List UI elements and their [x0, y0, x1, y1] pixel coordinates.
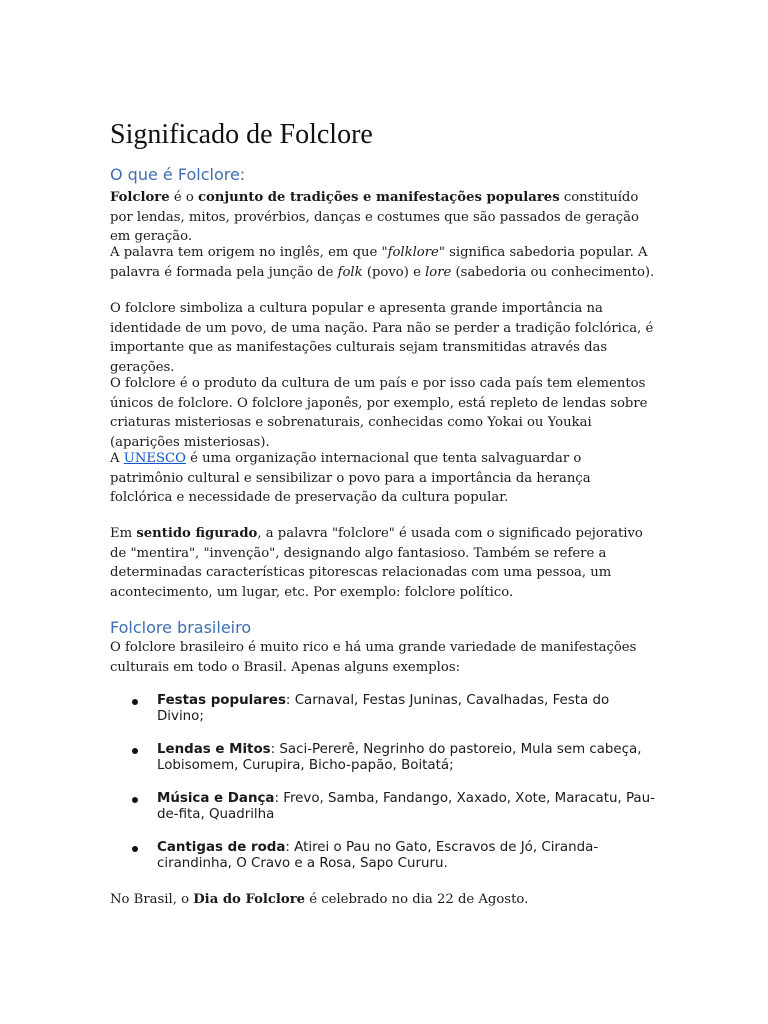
term-folclore: Folclore — [110, 190, 170, 205]
list-item-term: Lendas e Mitos — [157, 742, 271, 757]
paragraph-folklore-day — [110, 890, 655, 910]
term-dia-do-folclore: Dia do Folclore — [193, 892, 306, 907]
list-item-desc: : Carnaval, Festas Juninas, Cavalhadas, Festa do Divino; — [157, 693, 610, 724]
section-heading-what-is: O que é Folclore: — [110, 165, 246, 184]
text: , a palavra "folclore" é usada com o significado pejorativo de "mentira", "invenção", designando algo fantasioso. Também se refere a determinadas características pitorescas relacionadas com uma pessoa, um acontecimento, um lugar, etc. Por exemplo: folclore político. — [110, 526, 643, 600]
list-item-term: Cantigas de roda — [157, 840, 286, 855]
unesco-link[interactable]: UNESCO — [123, 451, 186, 466]
paragraph-unesco — [110, 449, 655, 508]
text: (povo) e — [362, 264, 426, 280]
list-item-desc: : Frevo, Samba, Fandango, Xaxado, Xote, Maracatu, Pau-de-fita, Quadrilha — [157, 791, 655, 822]
list-item-desc: : Atirei o Pau no Gato, Escravos de Jó, Ciranda-cirandinha, O Cravo e a Rosa, Sapo Cururu. — [157, 840, 599, 871]
term-folk: folk — [337, 264, 363, 280]
text: é o — [169, 190, 198, 205]
list-item — [110, 791, 655, 823]
text: (sabedoria ou conhecimento). — [451, 264, 655, 280]
term-lore: lore — [425, 264, 452, 280]
term-folklore: folklore — [387, 245, 439, 260]
bullet-icon — [132, 797, 138, 803]
term-sentido-figurado: sentido figurado — [136, 526, 258, 541]
page-title: Significado de Folclore — [110, 119, 373, 150]
text: é uma organização internacional que tenta salvaguardar o patrimônio cultural e sensibilizar o povo para a importância da herança folclórica e necessidade de preservação da cultura popular. — [110, 451, 591, 505]
list-item — [110, 742, 655, 774]
paragraph-identity: O folclore simboliza a cultura popular e apresenta grande importância na identidade de um povo, de uma nação. Para não se perder a tradição folclórica, é importante que as manifestações culturais sejam transmitidas através das gerações. — [110, 301, 654, 375]
paragraph-brazil-intro: O folclore brasileiro é muito rico e há uma grande variedade de manifestações culturais em todo o Brasil. Apenas alguns exemplos: — [110, 640, 637, 675]
text: A palavra tem origem no inglês, em que " — [110, 245, 388, 260]
list-item-term: Festas populares — [157, 693, 286, 708]
text: é celebrado no dia 22 de Agosto. — [305, 892, 529, 907]
text: Em — [110, 526, 137, 541]
list-item-term: Música e Dança — [157, 791, 275, 806]
text: A — [110, 451, 124, 466]
bullet-icon — [132, 846, 138, 852]
list-item — [110, 840, 655, 872]
bullet-icon — [132, 748, 138, 754]
examples-list — [110, 693, 655, 889]
paragraph-definition — [110, 188, 655, 247]
list-item-desc: : Saci-Pererê, Negrinho do pastoreio, Mula sem cabeça, Lobisomem, Curupira, Bicho-papão, Boitatá; — [157, 742, 642, 773]
paragraph-etymology — [110, 243, 655, 282]
bullet-icon — [132, 699, 138, 705]
term-conjunto: conjunto de tradições e manifestações populares — [197, 190, 560, 205]
text: constituído por lendas, mitos, provérbios, danças e costumes que são passados de geração em geração. — [110, 190, 639, 244]
text: No Brasil, o — [110, 892, 194, 907]
list-item — [110, 693, 655, 725]
paragraph-figurative — [110, 524, 655, 602]
section-heading-brazilian: Folclore brasileiro — [110, 618, 252, 637]
text: " significa sabedoria popular. A palavra é formada pela junção de — [110, 245, 648, 280]
paragraph-countries: O folclore é o produto da cultura de um país e por isso cada país tem elementos únicos de folclore. O folclore japonês, por exemplo, está repleto de lendas sobre criaturas misteriosas e sobrenaturais, conhecidas como Yokai ou Youkai (aparições misteriosas). — [110, 376, 648, 450]
